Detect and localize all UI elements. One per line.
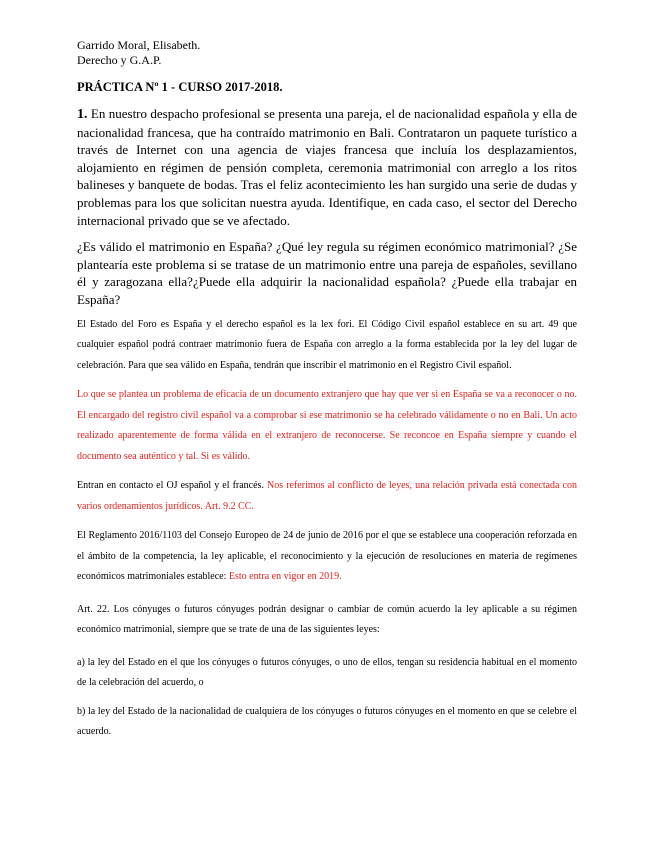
question-1	[77, 105, 577, 229]
answer-paragraph-2-annotation: Lo que se plantea un problema de eficacia de un documento extranjero que hay que ver si en España se va a reconocer o no. El encargado del registro civil español va a comprobar si ese matrimonio se ha celebrado válidamente o no en Bali. Un acto realizado aparentemente de forma válida en el extranjero de reconocerse. Se reconcoe en España siempre y cuando el documento sea auténtico y tal. Si es válido.	[77, 389, 577, 462]
question-1-number: 1.	[77, 107, 88, 122]
question-2: ¿Es válido el matrimonio en España? ¿Qué ley regula su régimen económico matrimonial? ¿Se plantearía este problema si se tratase de un matrimonio entre una pareja de españoles, sevillano él y zaragozana ella?¿Puede ella adquirir la nacionalidad española? ¿Puede ella trabajar en España?	[77, 239, 577, 307]
answer-paragraph-4	[77, 526, 577, 588]
answer-paragraph-1: El Estado del Foro es España y el derecho español es la lex fori. El Código Civil español establece en su art. 49 que cualquier español podrá contraer matrimonio fuera de España con arreglo a la forma establecida por la ley del lugar de celebración. Para que sea válido en España, tendrán que inscribir el matrimonio en el Registro Civil español.	[77, 318, 577, 371]
answer-paragraph-3-text: Entran en contacto el OJ español y el francés.	[77, 480, 264, 492]
article-22-paragraph: Art. 22. Los cónyuges o futuros cónyuges podrán designar o cambiar de común acuerdo la ley aplicable a su régimen económico matrimonial, siempre que se trate de una de las siguientes leyes:	[77, 603, 577, 636]
answer-paragraph-3	[77, 476, 577, 517]
article-22-item-b: b) la ley del Estado de la nacionalidad de cualquiera de los cónyuges o futuros cónyuges en el momento en que se celebre el acuerdo.	[77, 705, 577, 738]
author-name: Garrido Moral, Elisabeth.	[77, 38, 201, 52]
document-page	[77, 38, 577, 743]
article-22-item-a: a) la ley del Estado en el que los cónyuges o futuros cónyuges, o uno de ellos, tengan su residencia habitual en el momento de la celebración del acuerdo, o	[77, 656, 577, 689]
answer-paragraph-3-annotation: Nos referimos al conflicto de leyes, una relación privada está conectada con varios ordenamientos jurídicos. Art. 9.2 CC.	[77, 480, 577, 512]
answer-paragraph-4-text: El Reglamento 2016/1103 del Consejo Europeo de 24 de junio de 2016 por el que se establece una cooperación reforzada en el ámbito de la competencia, la ley aplicable, el reconocimiento y la ejecución de resoluciones en materia de regímenes económicos matrimoniales establece:	[77, 530, 577, 583]
answer-paragraph-4-annotation: Esto entra en vigor en 2019.	[226, 571, 342, 583]
course-name: Derecho y G.A.P.	[77, 52, 162, 67]
question-1-text: En nuestro despacho profesional se presenta una pareja, el de nacionalidad española y ella de nacionalidad francesa, que ha contraído matrimonio en Bali. Contrataron un paquete turístico a través de Internet con una agencia de viajes francesa que incluía los desplazamientos, alojamiento en régimen de pensión completa, ceremonia matrimonial con arreglo a los ritos balineses y banquete de bodas. Tras el feliz acontecimiento les han surgido una serie de dudas y problemas para los que solicitan nuestra ayuda. Identifique, en cada caso, el sector del Derecho internacional privado que se ve afectado.	[77, 106, 578, 228]
document-title: PRÁCTICA Nº 1 - CURSO 2017-2018.	[77, 80, 283, 94]
